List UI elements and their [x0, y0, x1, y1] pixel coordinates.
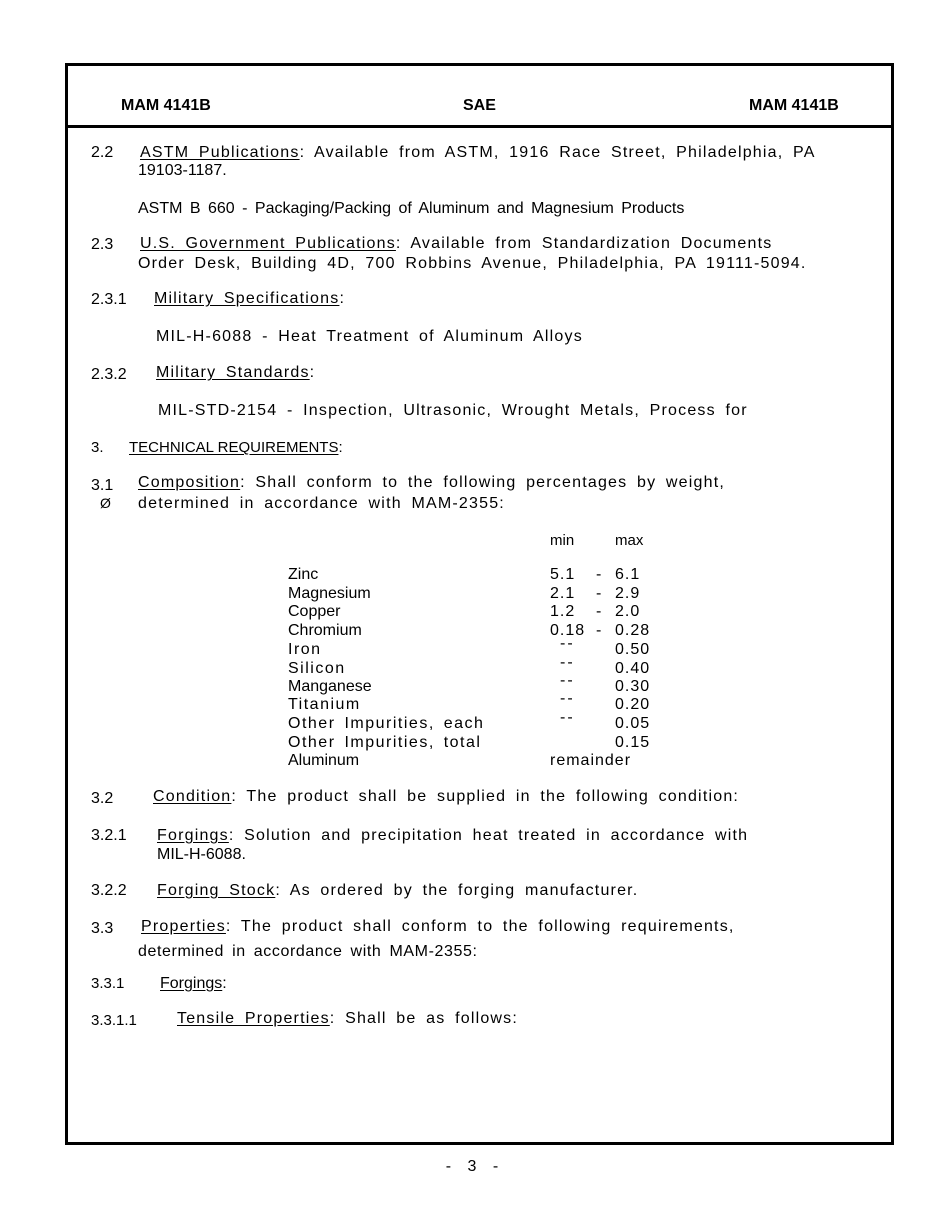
section-3-3-title: Properties — [141, 918, 226, 935]
section-3-3-1-line — [160, 975, 227, 993]
composition-min: 1.2 — [550, 603, 576, 620]
section-3-2-1-line — [157, 827, 748, 845]
composition-range-dash: - — [596, 622, 602, 639]
section-2-3-2-reference: MIL-STD-2154 - Inspection, Ultrasonic, Wrought Metals, Process for — [158, 402, 748, 419]
section-3-2-1-text: : Solution and precipitation heat treated in accordance with — [228, 827, 749, 844]
composition-max: 2.9 — [615, 585, 641, 602]
section-3-2-1-continuation: MIL-H-6088. — [157, 846, 246, 863]
section-2-3-2-title: Military Standards — [156, 364, 310, 381]
section-2-3-text: : Available from Standardization Documents — [395, 235, 773, 252]
section-number-3: 3. — [91, 439, 104, 456]
composition-element: Manganese — [288, 678, 372, 695]
section-3-1-text: : Shall conform to the following percentages by weight, — [240, 474, 726, 491]
section-3-2-2-text: : As ordered by the forging manufacturer. — [275, 882, 639, 899]
section-3-2-2-line — [157, 882, 638, 900]
composition-element: Silicon — [288, 660, 346, 677]
section-3-2-line — [153, 788, 739, 806]
section-3-3-line — [141, 918, 735, 936]
composition-element: Titanium — [288, 696, 361, 713]
composition-min: -- — [560, 690, 575, 707]
section-2-2-reference: ASTM B 660 - Packaging/Packing of Aluminum and Magnesium Products — [138, 200, 685, 217]
composition-min: remainder — [550, 752, 632, 769]
composition-element: Other Impurities, total — [288, 734, 482, 751]
section-3-3-1-1-title: Tensile Properties — [177, 1010, 330, 1027]
section-3-2-2-title: Forging Stock — [157, 882, 276, 899]
composition-min: 2.1 — [550, 585, 576, 602]
section-2-3-1-line — [154, 290, 345, 308]
section-number-2-2: 2.2 — [91, 144, 114, 161]
section-number-3-2: 3.2 — [91, 790, 114, 807]
section-number-3-3: 3.3 — [91, 920, 114, 937]
section-3-3-1-colon: : — [222, 975, 227, 992]
composition-max: 0.30 — [615, 678, 651, 695]
composition-element: Magnesium — [288, 585, 371, 602]
section-number-3-3-1-1: 3.3.1.1 — [91, 1012, 137, 1029]
composition-min: -- — [560, 654, 575, 671]
composition-min: 5.1 — [550, 566, 576, 583]
composition-max: 0.28 — [615, 622, 651, 639]
section-2-3-line — [140, 235, 772, 253]
section-3-3-1-1-line — [177, 1010, 518, 1028]
header-divider — [65, 125, 894, 128]
header-org: SAE — [463, 97, 496, 114]
section-2-3-1-title: Military Specifications — [154, 290, 340, 307]
composition-header-min: min — [550, 532, 575, 549]
composition-element: Chromium — [288, 622, 362, 639]
composition-max: 0.50 — [615, 641, 651, 658]
section-2-3-2-line — [156, 364, 315, 382]
section-number-3-2-2: 3.2.2 — [91, 882, 127, 899]
section-3-2-text: : The product shall be supplied in the following condition: — [231, 788, 740, 805]
composition-element: Copper — [288, 603, 341, 620]
composition-element: Aluminum — [288, 752, 360, 769]
header-doc-id-right: MAM 4141B — [749, 97, 839, 114]
composition-range-dash: - — [596, 585, 602, 602]
section-3-3-text: : The product shall conform to the following requirements, — [225, 918, 735, 935]
section-2-2-continuation: 19103-1187. — [138, 162, 227, 179]
composition-element: Other Impurities, each — [288, 715, 485, 732]
section-number-2-3-2: 2.3.2 — [91, 366, 127, 383]
section-3-title: TECHNICAL REQUIREMENTS — [129, 439, 339, 456]
composition-min: -- — [560, 635, 575, 652]
section-3-colon: : — [338, 439, 343, 456]
section-3-3-continuation: determined in accordance with MAM-2355: — [138, 943, 478, 960]
composition-element: Zinc — [288, 566, 319, 583]
section-3-1-line — [138, 474, 725, 492]
composition-element: Iron — [288, 641, 322, 658]
composition-max: 0.15 — [615, 734, 651, 751]
section-number-3-2-1: 3.2.1 — [91, 827, 127, 844]
section-3-1-continuation: determined in accordance with MAM-2355: — [138, 495, 505, 512]
change-mark: Ø — [100, 495, 111, 511]
section-number-3-1: 3.1 — [91, 477, 114, 494]
composition-max: 0.05 — [615, 715, 651, 732]
composition-min: -- — [560, 672, 575, 689]
composition-max: 0.20 — [615, 696, 651, 713]
composition-range-dash: - — [596, 566, 602, 583]
composition-max: 2.0 — [615, 603, 641, 620]
section-3-3-1-title: Forgings — [160, 975, 223, 992]
composition-header-max: max — [615, 532, 644, 549]
section-2-2-line — [140, 144, 816, 162]
page-number: - 3 - — [445, 1158, 505, 1175]
composition-max: 6.1 — [615, 566, 641, 583]
section-2-2-title: ASTM Publications — [140, 144, 300, 161]
section-number-2-3: 2.3 — [91, 236, 114, 253]
composition-range-dash: - — [596, 603, 602, 620]
section-3-2-title: Condition — [153, 788, 232, 805]
section-number-2-3-1: 2.3.1 — [91, 291, 127, 308]
section-3-2-1-title: Forgings — [157, 827, 229, 844]
composition-min: -- — [560, 709, 575, 726]
section-number-3-3-1: 3.3.1 — [91, 975, 125, 992]
composition-min: 0.18 — [550, 622, 586, 639]
composition-max: 0.40 — [615, 660, 651, 677]
section-2-3-continuation: Order Desk, Building 4D, 700 Robbins Avenue, Philadelphia, PA 19111-5094. — [138, 255, 807, 272]
section-3-3-1-1-text: : Shall be as follows: — [329, 1010, 519, 1027]
section-2-3-1-colon: : — [339, 290, 346, 307]
section-2-2-text: : Available from ASTM, 1916 Race Street, Philadelphia, PA — [299, 144, 816, 161]
header-doc-id-left: MAM 4141B — [121, 97, 211, 114]
section-2-3-title: U.S. Government Publications — [140, 235, 396, 252]
section-2-3-1-reference: MIL-H-6088 - Heat Treatment of Aluminum Alloys — [156, 328, 583, 345]
section-3-1-title: Composition — [138, 474, 241, 491]
section-2-3-2-colon: : — [309, 364, 316, 381]
section-3-line — [129, 439, 343, 456]
